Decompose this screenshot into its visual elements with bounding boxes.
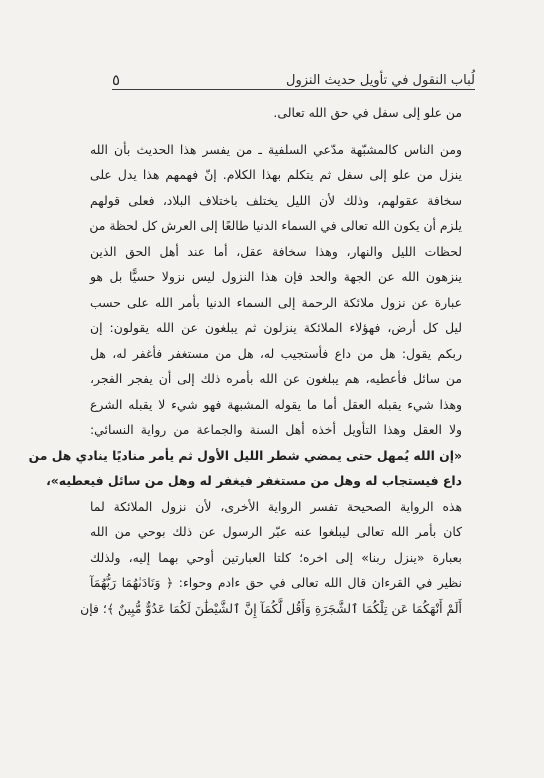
text-line: ربكم يقول: هل من داع فأستجيب له، هل من مستغفر فأغفر له، هل [90, 345, 462, 361]
page-header [112, 66, 475, 88]
text-line: سخافة عقولهم، وذلك لأن الليل يختلف باختلاف البلاد، فعلى قولهم [90, 192, 462, 208]
paragraph-1 [90, 100, 462, 126]
header-divider [112, 89, 475, 90]
quote-line: داع فيستجاب له وهل من مستغفر فيغفر له وهل من سائل فيعطيه»، [46, 473, 462, 488]
text-line: بعبارة «ينزل ربنا» إلى اخره؛ كلتا العبارتين أوحي بهما إليه، ولذلك [90, 549, 462, 565]
text-line: يلزم أن يكون الله تعالى في السماء الدنيا طالعًا إلى العرش كل لحظة من [89, 218, 462, 233]
paragraph-2 [90, 137, 462, 443]
text-line: ينزل من علو إلى سفل ثم يتكلم بهذا الكلام. إنّ فهمهم هذا يدل على [90, 167, 462, 182]
page-number: ٥ [112, 71, 121, 89]
paragraph-gap [90, 126, 462, 137]
text-line: لحظات الليل والنهار، وهذا سخافة عقل، أما عند أهل الحق الذين [90, 243, 462, 259]
text-line: هذه الرواية الصحيحة تفسر الرواية الأخرى، لأن نزول الملائكة لما [90, 498, 462, 514]
hadith-quote [28, 443, 462, 494]
text-line: عبارة عن نزول ملائكة الرحمة إلى السماء الدنيا بأمر الله على حسب [90, 294, 462, 310]
text-line: وهذا شيء يقبله العقل أما ما يقوله المشبهة فهو شيء لا يقبله الشرع [90, 396, 462, 412]
body-text [28, 100, 462, 621]
text-line: من سائل فأعطيه، هم يبلغون عن الله بأمره ذلك إلى أن يفجر الفجر، [90, 371, 462, 386]
text-line: ومن الناس كالمشبّهة مدّعي السلفية ـ من يفسر هذا الحديث بأن الله [90, 141, 462, 157]
text-line: ولا العقل وهذا التأويل أخذه أهل السنة والجماعة من رواية النسائي: [90, 422, 462, 437]
text-line: ليل كل أرض، فهؤلاء الملائكة ينزلون ثم يبلغون عن الله يقولون: إن [90, 320, 462, 335]
text-line: أَلَمْ أَنْهَكُمَا عَن تِلْكُمَا ٱلشَّجَرَةِ وَأَقُل لَّكُمَآ إِنَّ ٱلشَّيْطَٰنَ لَكُمَا عَدُوٌّ مُّبِينٌ ﴾؛ فإن [80, 600, 462, 616]
text-line: ينزهون الله عن الجهة والحد فإن هذا النزول ليس نزولا حسيًّا بل هو [90, 269, 462, 284]
text-line: من علو إلى سفل في حق الله تعالى. [273, 105, 462, 120]
quote-line: «إن الله يُمهل حتى يمضي شطر الليل الأول ثم يأمر مناديًا ينادي هل من [28, 447, 462, 463]
running-title: لُباب النقول في تأويل حديث النزول [286, 73, 475, 88]
text-line: نظير في القرءان قال الله تعالى في حق ءادم وحواء: ﴿ وَنَادَىٰهُمَا رَبُّهُمَآ [90, 575, 462, 590]
text-line: كان بأمر الله تعالى ليبلغوا عنه عبّر الرسول عن ذلك بوحي من الله [90, 524, 462, 539]
paragraph-3 [80, 494, 462, 622]
